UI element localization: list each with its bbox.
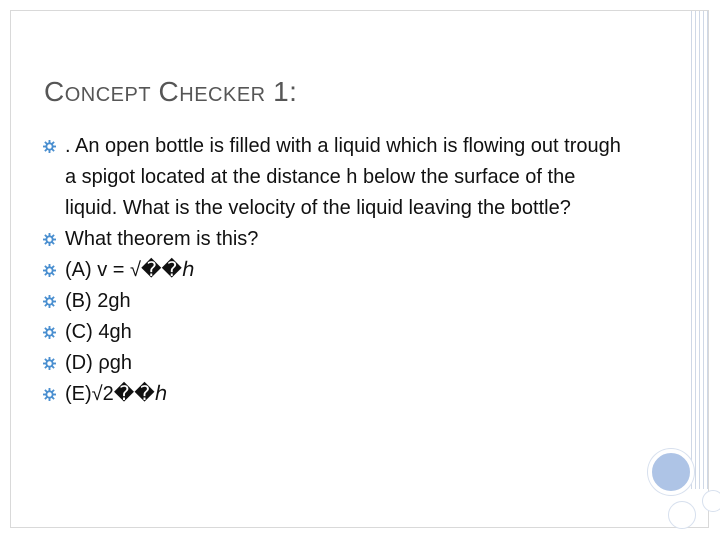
bullet-text: (C) 4gh [65, 321, 132, 343]
bullet-text: . An open bottle is filled with a liquid which is flowing out trough a spigot located at the distance h below the surface of the liquid. What is the velocity of the liquid leaving the bottle? [65, 135, 621, 219]
list-item [40, 317, 630, 348]
bullet-text: (B) 2gh [65, 290, 131, 312]
outline-ring-left [668, 501, 696, 529]
gear-bullet-icon [43, 233, 56, 246]
bullet-text: (A) v = √��ℎ [65, 259, 195, 281]
list-item [40, 286, 630, 317]
decorative-rules [691, 11, 713, 489]
list-item [40, 348, 630, 379]
bullet-list [40, 131, 630, 410]
blue-ring [648, 449, 694, 495]
list-item [40, 379, 630, 410]
gear-bullet-icon [43, 388, 56, 401]
gear-bullet-icon [43, 295, 56, 308]
outline-ring-right [702, 490, 720, 512]
bullet-text: (D) ρgh [65, 352, 132, 374]
list-item [40, 224, 630, 255]
gear-bullet-icon [43, 357, 56, 370]
bullet-text: What theorem is this? [65, 228, 259, 250]
list-item [40, 255, 630, 286]
slide-title: CONCEPT CHECKER 1: [44, 76, 298, 107]
gear-bullet-icon [43, 264, 56, 277]
decorative-rings [624, 432, 720, 540]
bullet-text: (E)√2��ℎ [65, 383, 168, 405]
gear-bullet-icon [43, 140, 56, 153]
list-item [40, 131, 630, 224]
gear-bullet-icon [43, 326, 56, 339]
